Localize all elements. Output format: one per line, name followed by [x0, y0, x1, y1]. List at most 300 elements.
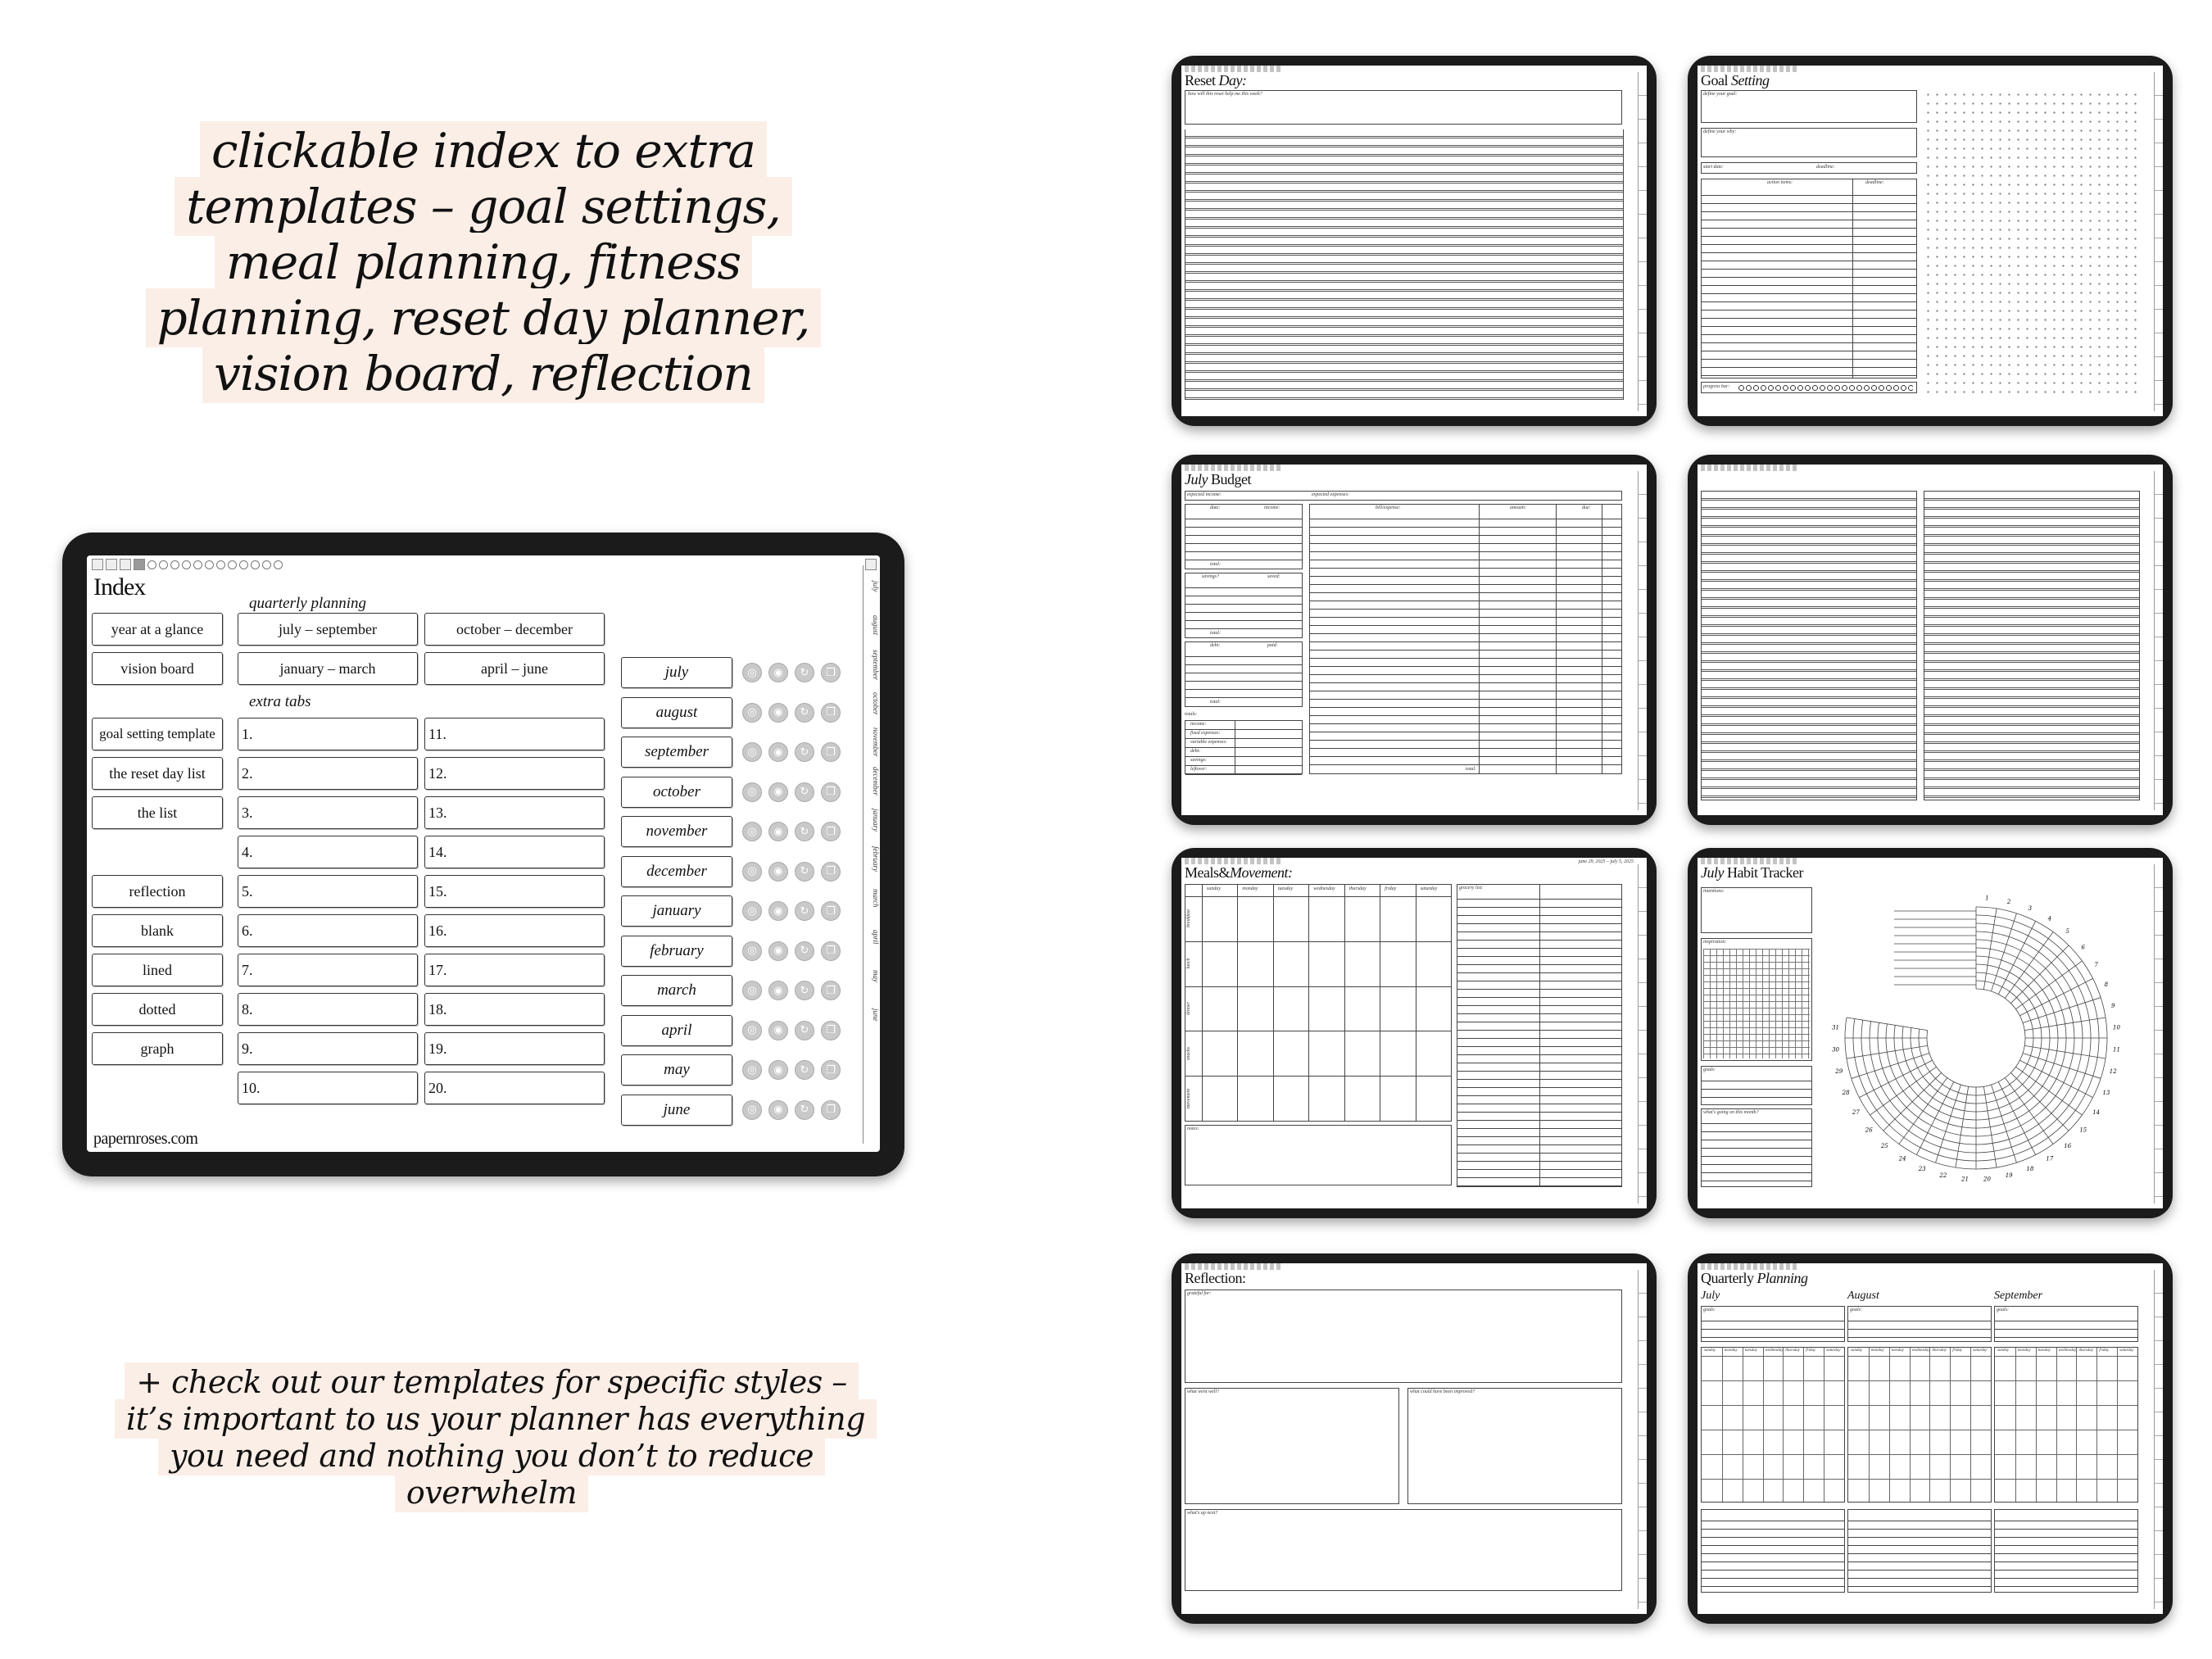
extra-tab-slot[interactable]: 9. [238, 1032, 418, 1065]
goal-setting-screen [1698, 66, 2163, 416]
list-right-lines [1924, 491, 2140, 800]
reset-day-title [1185, 72, 1246, 89]
notes-lines [1702, 1513, 1844, 1592]
note-icon[interactable]: ❐ [821, 1021, 841, 1040]
budget-screen [1181, 465, 1647, 815]
quarter-goals-box [1701, 1306, 1845, 1342]
meal-row-label: breakfast [1186, 909, 1191, 928]
month-link[interactable]: september [621, 737, 732, 768]
extra-tab-slot[interactable]: 13. [424, 796, 605, 829]
reflection-screen [1181, 1263, 1647, 1614]
wheel-spoke [2010, 1072, 2069, 1131]
refresh-icon[interactable]: ↻ [795, 742, 814, 762]
extra-tab-slot[interactable]: 7. [238, 954, 418, 986]
refresh-icon[interactable]: ↻ [795, 782, 814, 802]
grid-line [1202, 885, 1203, 1121]
refresh-icon[interactable]: ↻ [795, 862, 814, 882]
target-icon[interactable]: ◎ [742, 782, 762, 802]
quarter-link-apr-jun[interactable]: april – june [424, 652, 605, 685]
grid-line [1344, 885, 1345, 1121]
lightbulb-icon[interactable]: ◉ [768, 822, 788, 841]
month-link[interactable]: february [621, 936, 732, 967]
lightbulb-icon[interactable]: ◉ [768, 1060, 788, 1080]
weekday-label: saturday [2119, 1349, 2134, 1353]
tab-dot-icon[interactable] [216, 560, 225, 569]
totals-row [1185, 757, 1302, 766]
quarter-goals-label: goals: [1850, 1308, 1862, 1312]
month-link[interactable]: november [621, 816, 732, 847]
note-icon[interactable]: ❐ [821, 941, 841, 961]
mini-side-tabs [1638, 864, 1647, 1203]
note-icon[interactable]: ❐ [821, 981, 841, 1000]
wheel-spoke [2016, 961, 2083, 1009]
meals-title-text: Meals& [1185, 864, 1230, 881]
refresh-icon[interactable]: ↻ [795, 901, 814, 921]
grid-line [1848, 1454, 1991, 1455]
extra-tab-slot[interactable]: 11. [424, 718, 605, 750]
wheel-spoke [1847, 1045, 1928, 1058]
weekday-label: tuesday [1891, 1349, 1904, 1353]
extra-tab-slot[interactable]: 8. [238, 993, 418, 1026]
dates-box [1701, 162, 1917, 174]
month-link[interactable]: may [621, 1054, 732, 1086]
budget-title [1185, 471, 1251, 488]
mini-toolbar [1701, 66, 1799, 72]
quarter-calendar [1994, 1347, 2138, 1503]
note-icon[interactable]: ❐ [821, 1060, 841, 1080]
side-tab[interactable]: january [872, 809, 880, 832]
wheel-day-label: 6 [2081, 944, 2086, 951]
lightbulb-icon[interactable]: ◉ [768, 901, 788, 921]
reflection-title: Reflection: [1185, 1270, 1246, 1286]
totals-row [1185, 748, 1302, 757]
debt-label: debt: [1210, 643, 1221, 648]
grocery-list [1457, 884, 1622, 1187]
refresh-icon[interactable]: ↻ [795, 703, 814, 723]
note-icon[interactable]: ❐ [821, 901, 841, 921]
weekday-label: sunday [1704, 1349, 1716, 1353]
quarter-month-heading: July [1701, 1290, 1720, 1302]
weekday-label: thursday [1932, 1349, 1947, 1353]
wheel-spoke [1956, 1086, 1969, 1167]
target-icon[interactable]: ◎ [742, 1021, 762, 1040]
wheel-spoke [1847, 1018, 1928, 1031]
index-toolbar [92, 559, 283, 570]
expected-expenses-label: expected expenses: [1312, 492, 1349, 497]
extra-tab-slot[interactable]: 2. [238, 757, 418, 790]
totals-row [1185, 766, 1302, 775]
deadline-label: deadline: [1816, 165, 1835, 170]
target-icon[interactable]: ◎ [742, 1060, 762, 1080]
wheel-day-label: 19 [2005, 1172, 2013, 1180]
calendar-icon[interactable] [106, 559, 117, 570]
goal-setting-template-link[interactable]: goal setting template [92, 718, 223, 750]
wheel-day-label: 27 [1852, 1108, 1860, 1116]
month-link[interactable]: march [621, 975, 732, 1006]
meals-grid [1185, 884, 1452, 1122]
meal-day-header: sunday [1207, 886, 1221, 891]
month-link[interactable]: june [621, 1095, 732, 1126]
goals-lines [1702, 1313, 1844, 1341]
extra-tab-slot[interactable]: 20. [424, 1072, 605, 1104]
month-link[interactable]: january [621, 895, 732, 927]
side-tab[interactable]: november [872, 728, 880, 757]
quarter-link-oct-dec[interactable]: october – december [424, 613, 605, 646]
goals-lines [1848, 1313, 1991, 1341]
note-icon[interactable]: ❐ [821, 663, 841, 682]
tab-dot-icon[interactable] [205, 560, 214, 569]
meals-notes-box [1185, 1125, 1452, 1185]
budget-title-italic: July [1185, 471, 1208, 487]
totals-row-label: income: [1190, 722, 1207, 727]
lightbulb-icon[interactable]: ◉ [768, 1021, 788, 1040]
define-why-label: define your why: [1703, 129, 1737, 134]
home-icon[interactable] [92, 559, 103, 570]
wheel-day-label: 20 [1983, 1176, 1991, 1183]
quarterly-planning-label: quarterly planning [249, 595, 367, 612]
wheel-day-label: 17 [2046, 1155, 2054, 1163]
quarter-goals-box [1847, 1306, 1992, 1342]
totals-table [1185, 720, 1303, 774]
quarterly-title-italic: Planning [1756, 1270, 1808, 1286]
target-icon[interactable]: ◎ [742, 901, 762, 921]
grid-line [1848, 1356, 1991, 1357]
refresh-icon[interactable]: ↻ [795, 822, 814, 841]
quarter-calendar [1847, 1347, 1992, 1503]
column-divider [1539, 885, 1540, 1186]
goals-box [1701, 1066, 1812, 1105]
extra-tab-slot[interactable]: 16. [424, 914, 605, 947]
side-tab[interactable]: october [872, 691, 880, 715]
tab-dot-icon[interactable] [147, 560, 156, 569]
note-icon[interactable]: ❐ [821, 703, 841, 723]
mini-side-tabs [1638, 1270, 1647, 1609]
notes-lines [1995, 1513, 2137, 1592]
vision-board-link[interactable]: vision board [92, 652, 223, 685]
headline-caption [123, 123, 844, 401]
wheel-spoke [2024, 1018, 2105, 1031]
refresh-icon[interactable]: ↻ [795, 1060, 814, 1080]
wheel-spoke [2024, 1045, 2105, 1058]
action-items-table [1701, 179, 1917, 378]
lightbulb-icon[interactable]: ◉ [768, 981, 788, 1000]
habit-wheel [1820, 882, 2132, 1194]
side-tab[interactable]: march [872, 888, 880, 908]
lined-link[interactable]: lined [92, 954, 223, 986]
refresh-icon[interactable]: ↻ [795, 663, 814, 682]
goal-title-italic: Setting [1731, 72, 1770, 88]
notes-lines [1848, 1513, 1991, 1592]
quarter-goals-box [1994, 1306, 2138, 1342]
year-at-a-glance-link[interactable]: year at a glance [92, 613, 223, 646]
note-icon[interactable]: ❐ [821, 862, 841, 882]
target-icon[interactable]: ◎ [742, 822, 762, 841]
preview-habit-tracker [1688, 848, 2173, 1218]
totals-row [1185, 739, 1302, 748]
weekday-label: monday [1724, 1349, 1738, 1353]
inspiration-box [1701, 938, 1812, 1061]
wheel-day-label: 3 [2028, 905, 2033, 913]
habit-title-italic: July [1701, 864, 1724, 881]
inspiration-label: inspiration: [1703, 940, 1727, 945]
meals-title-italic: Movement: [1230, 864, 1293, 881]
refresh-icon[interactable]: ↻ [795, 941, 814, 961]
month-link[interactable]: august [621, 697, 732, 728]
month-link[interactable]: october [621, 777, 732, 808]
note-icon[interactable]: ❐ [821, 742, 841, 762]
meal-row-label: lunch [1186, 958, 1191, 969]
wheel-spoke [1983, 909, 1997, 990]
wheel-spoke [1870, 1067, 1937, 1115]
list-icon[interactable] [120, 559, 131, 570]
grid-line [1308, 885, 1309, 1121]
wheel-spoke [1983, 1086, 1997, 1167]
tab-dot-icon[interactable] [239, 560, 248, 569]
quarter-notes-box [1701, 1509, 1845, 1593]
reset-day-list-link[interactable]: the reset day list [92, 757, 223, 790]
index-icon[interactable] [134, 559, 145, 570]
savings-total-label: total: [1210, 631, 1221, 636]
meal-day-header: thursday [1349, 886, 1367, 891]
wheel-day-label: 10 [2113, 1024, 2120, 1031]
month-link[interactable]: april [621, 1015, 732, 1046]
improved-label: what could have been improved? [1410, 1389, 1475, 1394]
target-icon[interactable]: ◎ [742, 703, 762, 723]
goal-title-text: Goal [1701, 72, 1728, 88]
expected-row [1185, 491, 1622, 501]
wheel-spoke [2016, 1067, 2083, 1115]
quarterly-screen [1698, 1263, 2163, 1614]
wheel-day-label: 1 [1985, 895, 1989, 902]
intentions-label: intentions: [1703, 889, 1725, 894]
preview-meals-movement [1172, 848, 1657, 1218]
wheel-day-label: 30 [1832, 1046, 1839, 1054]
tab-dot-icon[interactable] [228, 560, 237, 569]
weekday-label: saturday [1973, 1349, 1988, 1353]
tab-dot-icon[interactable] [251, 560, 260, 569]
meal-row-label: snacks [1186, 1046, 1191, 1060]
grid-line [1995, 1380, 2137, 1381]
extra-tab-slot[interactable]: 18. [424, 993, 605, 1026]
target-icon[interactable]: ◎ [742, 981, 762, 1000]
meal-day-header: friday [1385, 886, 1397, 891]
reset-prompt-box [1185, 90, 1622, 125]
weekday-label: tuesday [1744, 1349, 1757, 1353]
weekday-label: wednesday [1765, 1349, 1784, 1353]
wheel-day-label: 9 [2111, 1002, 2115, 1009]
refresh-icon[interactable]: ↻ [795, 1100, 814, 1120]
quarter-link-jul-sep[interactable]: july – september [238, 613, 418, 646]
extra-tab-slot[interactable]: 3. [238, 796, 418, 829]
side-tab[interactable]: july [872, 581, 880, 592]
wheel-day-label: 8 [2104, 981, 2109, 989]
grid-line [1848, 1405, 1991, 1406]
quarter-notes-box [1994, 1509, 2138, 1593]
target-icon[interactable]: ◎ [742, 742, 762, 762]
month-link[interactable]: december [621, 856, 732, 887]
action-lines [1702, 188, 1916, 378]
dotted-link[interactable]: dotted [92, 993, 223, 1026]
up-next-box [1185, 1509, 1622, 1591]
side-tab[interactable]: december [872, 767, 880, 796]
target-icon[interactable]: ◎ [742, 663, 762, 682]
define-why-box [1701, 128, 1917, 157]
amount-label: amount: [1510, 505, 1526, 510]
grateful-box [1185, 1290, 1622, 1383]
define-goal-label: define your goal: [1703, 92, 1738, 97]
extra-tab-slot[interactable]: 14. [424, 836, 605, 868]
weekday-label: sunday [1851, 1349, 1863, 1353]
extra-tab-slot[interactable]: 5. [238, 875, 418, 908]
extra-tab-slot[interactable]: 6. [238, 914, 418, 947]
mini-toolbar [1185, 465, 1283, 471]
tab-dot-icon[interactable] [274, 560, 283, 569]
reset-day-title-italic: Day: [1218, 72, 1247, 88]
grid-line [1702, 1405, 1844, 1406]
went-well-label: what went well? [1187, 1389, 1219, 1394]
tab-dot-icon[interactable] [262, 560, 271, 569]
side-tab[interactable]: june [872, 1008, 880, 1022]
wheel-day-label: 12 [2109, 1068, 2117, 1076]
target-icon[interactable]: ◎ [742, 941, 762, 961]
goals-lines [1702, 1073, 1811, 1104]
side-tab-bar [863, 565, 880, 1144]
weekday-label: thursday [2078, 1349, 2093, 1353]
weekday-label: friday [1952, 1349, 1963, 1353]
wheel-spoke [2019, 978, 2092, 1015]
wheel-day-label: 5 [2065, 928, 2069, 936]
the-list-link[interactable]: the list [92, 796, 223, 829]
extra-tab-slot[interactable]: 4. [238, 836, 418, 868]
income-label: income: [1264, 505, 1281, 510]
wheel-day-label: 7 [2094, 962, 2098, 969]
side-tab[interactable]: august [872, 615, 880, 636]
weekday-label: monday [2017, 1349, 2031, 1353]
subline-caption [115, 1364, 868, 1512]
mini-side-tabs [2154, 864, 2163, 1203]
weekday-label: wednesday [2058, 1349, 2077, 1353]
wheel-day-label: 28 [1842, 1089, 1850, 1096]
totals-row [1185, 730, 1302, 739]
refresh-icon[interactable]: ↻ [795, 981, 814, 1000]
mini-toolbar [1701, 858, 1799, 864]
debt-table [1185, 641, 1303, 707]
lightbulb-icon[interactable]: ◉ [768, 663, 788, 682]
index-screen [87, 555, 880, 1152]
wheel-day-label: 29 [1835, 1068, 1843, 1076]
totals-label: totals: [1185, 712, 1198, 717]
grocery-label: grocery list: [1459, 886, 1484, 891]
income-lines [1185, 511, 1302, 562]
quarterly-title-text: Quarterly [1701, 1270, 1754, 1286]
grid-line [1995, 1405, 2137, 1406]
goal-setting-title [1701, 72, 1770, 89]
dot-grid [1924, 90, 2138, 395]
wheel-spoke [2005, 932, 2053, 999]
tab-dot-icon[interactable] [170, 560, 179, 569]
lightbulb-icon[interactable]: ◉ [768, 782, 788, 802]
blank-link[interactable]: blank [92, 914, 223, 947]
totals-row-label: debt: [1190, 749, 1201, 754]
meals-screen [1181, 858, 1647, 1208]
extra-tab-slot[interactable]: 1. [238, 718, 418, 750]
wheel-spoke [1883, 1072, 1942, 1131]
expected-income-label: expected income: [1187, 492, 1222, 497]
extra-tab-slot[interactable]: 17. [424, 954, 605, 986]
extra-tab-slot[interactable]: 15. [424, 875, 605, 908]
due-label: due: [1582, 505, 1591, 510]
side-tab[interactable]: september [872, 649, 880, 680]
extra-tab-slot[interactable]: 19. [424, 1032, 605, 1065]
meals-date-range: june 29, 2025 – july 5, 2025 [1578, 859, 1634, 864]
lightbulb-icon[interactable]: ◉ [768, 703, 788, 723]
bill-label: bill/expense: [1376, 505, 1401, 510]
tab-dot-icon[interactable] [182, 560, 191, 569]
debt-total-label: total: [1210, 700, 1221, 705]
progress-bar-box [1701, 382, 1917, 393]
refresh-icon[interactable]: ↻ [795, 1021, 814, 1040]
define-goal-box [1701, 90, 1917, 123]
extra-tabs-label: extra tabs [249, 693, 311, 710]
note-icon[interactable]: ❐ [821, 1100, 841, 1120]
wheel-day-label: 23 [1918, 1165, 1926, 1172]
reflection-link[interactable]: reflection [92, 875, 223, 908]
note-icon[interactable]: ❐ [821, 822, 841, 841]
went-well-box [1185, 1388, 1399, 1504]
lightbulb-icon[interactable]: ◉ [768, 862, 788, 882]
tab-dot-icon[interactable] [159, 560, 168, 569]
lightbulb-icon[interactable]: ◉ [768, 941, 788, 961]
habit-title [1701, 864, 1803, 882]
side-tab[interactable]: april [872, 929, 880, 945]
start-date-label: start date: [1703, 165, 1724, 170]
note-icon[interactable]: ❐ [821, 782, 841, 802]
grid-line [1185, 1076, 1451, 1077]
action-deadline-label: deadline: [1865, 180, 1884, 185]
lightbulb-icon[interactable]: ◉ [768, 742, 788, 762]
totals-row-label: fixed expenses: [1190, 731, 1221, 736]
mini-side-tabs [1638, 471, 1647, 810]
wheel-day-label: 15 [2079, 1126, 2087, 1134]
target-icon[interactable]: ◎ [742, 1100, 762, 1120]
headline-text: clickable index to extra templates – goal settings, meal planning, fitness planning, reset day planner, vision board, reflection [146, 121, 822, 403]
side-tab[interactable]: february [872, 846, 880, 872]
going-on-lines [1702, 1116, 1811, 1186]
list-screen [1698, 465, 2163, 815]
graph-link[interactable]: graph [92, 1032, 223, 1065]
quarter-link-jan-mar[interactable]: january – march [238, 652, 418, 685]
grid-line [1702, 1479, 1844, 1480]
tab-dot-icon[interactable] [193, 560, 202, 569]
reset-day-title-text: Reset [1185, 72, 1216, 88]
preview-the-list [1688, 455, 2173, 825]
extra-tab-slot[interactable]: 12. [424, 757, 605, 790]
habit-screen [1698, 858, 2163, 1208]
extra-tab-slot[interactable]: 10. [238, 1072, 418, 1104]
wheel-day-label: 2 [2006, 898, 2011, 905]
target-icon[interactable]: ◎ [742, 862, 762, 882]
month-link[interactable]: july [621, 657, 732, 688]
grid-line [1848, 1479, 1991, 1480]
wheel-day-label: 4 [2047, 915, 2052, 922]
grid-line [1273, 885, 1274, 1121]
lightbulb-icon[interactable]: ◉ [768, 1100, 788, 1120]
side-tab[interactable]: may [872, 969, 880, 982]
wheel-day-label: 31 [1832, 1024, 1839, 1031]
meal-row-label: dinner [1186, 1002, 1191, 1015]
mini-toolbar [1185, 66, 1283, 72]
mini-toolbar [1185, 1263, 1283, 1270]
